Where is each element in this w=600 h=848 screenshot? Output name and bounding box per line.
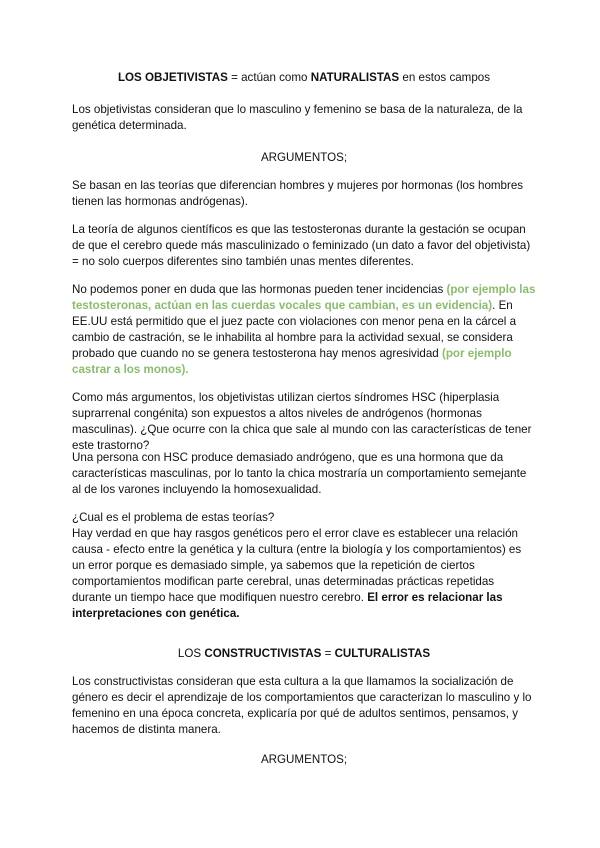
paragraph-sindromes: Como más argumentos, los objetivistas utilizan ciertos síndromes HSC (hiperplasia suprarrenal congénita) son expuestos a altos niveles de andrógenos (hormonas masculinas). ¿Que ocurre con la chica que sale al mundo con las características de tener este trastorno? <box>72 391 532 452</box>
paragraph-error <box>72 526 536 622</box>
paragraph-error-text: Hay verdad en que hay rasgos genéticos pero el error clave es establecer una relación causa - efecto entre la genética y la cultura (entre la biología y los comportamientos) es un error porque es demasiado simple, ya sabemos que la repetición de ciertos comportamientos modifican parte cerebral, unas determinadas prácticas repetidas durante un tiempo hace que modifiquen nuestro cerebro. <box>72 527 522 604</box>
heading-connector: = actúan como <box>227 71 311 84</box>
heading-term-constructivistas: CONSTRUCTIVISTAS <box>204 647 322 660</box>
heading-constructivistas <box>72 646 536 662</box>
paragraph-incidencias <box>72 282 536 378</box>
heading-term-culturalistas: CULTURALISTAS <box>334 647 431 660</box>
paragraph-incidencias-text-2: . En EE.UU está permitido que el juez pacte con violaciones con menor pena en la cárcel a cambio de castración, se le inhabilita al hombre para la actividad sexual, se considera probado que cuando no se genera testosterona hay menos agresividad <box>72 299 517 360</box>
paragraph-hsc: Una persona con HSC produce demasiado andrógeno, que es una hormona que da características masculinas, por lo tanto la chica mostraría un comportamiento semejante al de los varones incluyendo la homosexualidad. <box>72 451 527 496</box>
heading-objetivistas <box>72 70 536 86</box>
paragraph-testosteronas: La teoría de algunos científicos es que las testosteronas durante la gestación se ocupan de que el cerebro quede más masculinizado o feminizado (un dato a favor del objetivista) = no solo cuerpos diferentes sino también unas mentes diferentes. <box>72 223 531 268</box>
argumentos-heading-2: ARGUMENTOS; <box>260 753 348 766</box>
paragraph-hormonas: Se basan en las teorías que diferencian hombres y mujeres por hormonas (los hombres tienen las hormonas andrógenas). <box>72 179 524 208</box>
paragraph-incidencias-text-1: No podemos poner en duda que las hormonas pueden tener incidencias <box>72 283 447 296</box>
heading-tail: en estos campos <box>399 71 491 84</box>
heading-term-objetivistas: LOS OBJETIVISTAS <box>117 71 228 84</box>
argumentos-heading-1: ARGUMENTOS; <box>260 151 348 164</box>
bold-conclusion: El error es relacionar las interpretaciones con genética. <box>72 591 503 620</box>
paragraph-constructivistas: Los constructivistas consideran que esta cultura a la que llamamos la socialización de género es decir el aprendizaje de los comportamientos que caracterizan lo masculino y lo femenino en una época concreta, explicaría por qué de adultos sentimos, pensamos, y hacemos de distinta manera. <box>72 675 532 736</box>
highlight-example-monos: (por ejemplo castrar a los monos). <box>72 347 512 376</box>
highlight-example-cuerdas: (por ejemplo las testosteronas, actúan en las cuerdas vocales que cambian, es un evidencia) <box>72 283 536 312</box>
intro-paragraph: Los objetivistas consideran que lo masculino y femenino se basa de la naturaleza, de la genética determinada. <box>72 103 523 132</box>
heading-term-naturalistas: NATURALISTAS <box>310 71 400 84</box>
question-problema: ¿Cual es el problema de estas teorías? <box>72 511 275 524</box>
heading-equals: = <box>321 647 335 660</box>
heading-lead: LOS <box>177 647 205 660</box>
